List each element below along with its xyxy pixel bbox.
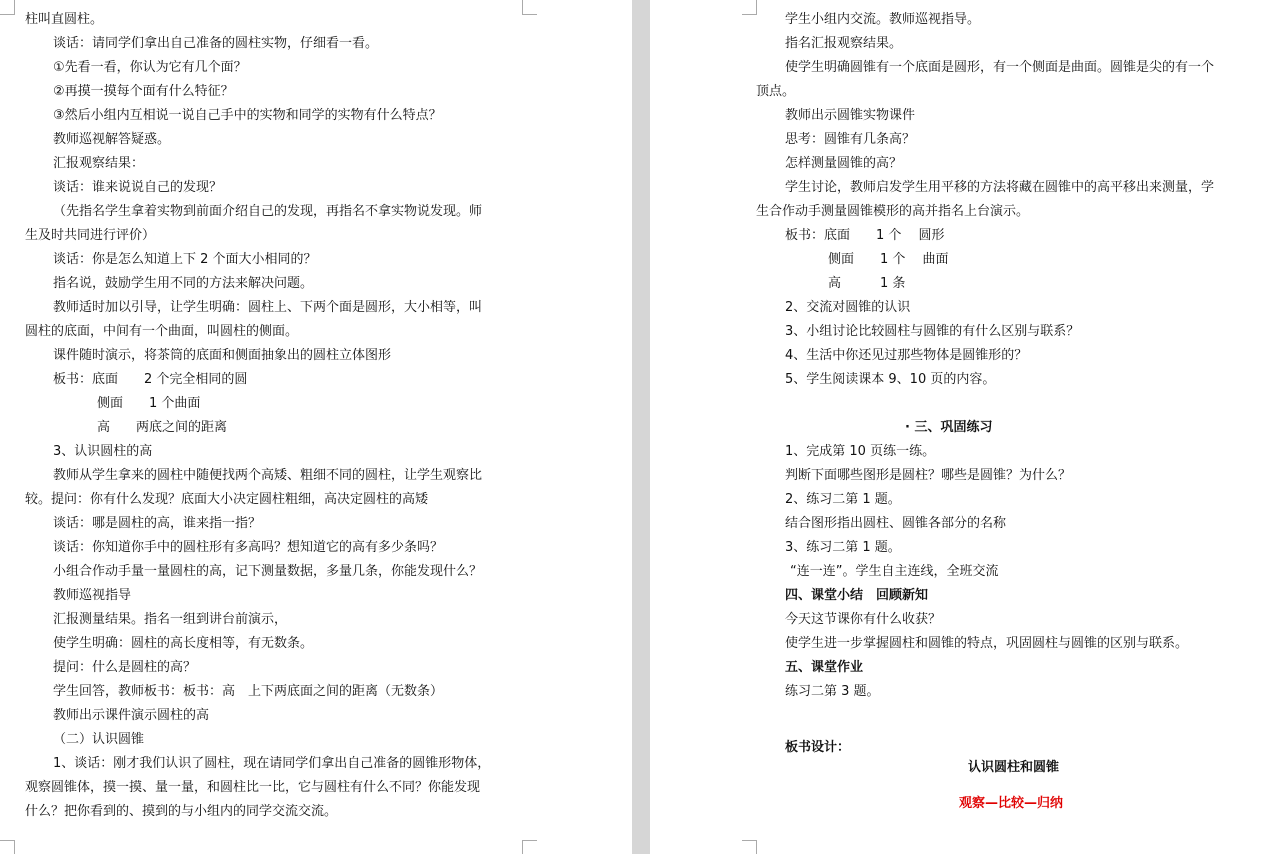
text-line: 指名汇报观察结果。 <box>785 36 903 51</box>
text-line: 思考：圆锥有几条高？ <box>785 132 916 147</box>
text-line: “连一连”。学生自主连线，全班交流 <box>790 564 999 579</box>
text-line: 判断下面哪些图形是圆柱？哪些是圆锥？为什么？ <box>785 468 1072 483</box>
text-line: 柱叫直圆柱。 <box>25 12 104 27</box>
blackboard-title: 认识圆柱和圆锥 <box>968 760 1060 775</box>
text-line: 教师适时加以引导，让学生明确：圆柱上、下两个面是圆形，大小相等，叫 <box>53 300 483 315</box>
text-line: 结合图形指出圆柱、圆锥各部分的名称 <box>785 516 1007 531</box>
text-line: 1、完成第 10 页练一练。 <box>785 444 936 459</box>
text-line: 什么？把你看到的、摸到的与小组内的同学交流交流。 <box>25 804 338 819</box>
text-line: 谈话：哪是圆柱的高，谁来指一指？ <box>53 516 262 531</box>
text-line: 怎样测量圆锥的高？ <box>785 156 903 171</box>
crop-mark <box>522 0 537 15</box>
text-line: 顶点。 <box>756 84 796 99</box>
section-heading: 五、课堂作业 <box>785 660 864 675</box>
text-line: ①先看一看，你认为它有几个面？ <box>53 60 247 75</box>
text-line: 2、练习二第 1 题。 <box>785 492 901 507</box>
blackboard-line: 板书：底面 1 个 圆形 <box>785 228 945 243</box>
text-line: 3、练习二第 1 题。 <box>785 540 901 555</box>
text-line: 谈话：你知道你手中的圆柱形有多高吗？想知道它的高有多少条吗？ <box>53 540 444 555</box>
text-line: 小组合作动手量一量圆柱的高，记下测量数据，多量几条，你能发现什么？ <box>53 564 483 579</box>
blackboard-line: 侧面 1 个 曲面 <box>828 252 949 267</box>
text-line: 观察圆锥体，摸一摸、量一量，和圆柱比一比，它与圆柱有什么不同？你能发现 <box>25 780 481 795</box>
text-line: 课件随时演示，将茶筒的底面和侧面抽象出的圆柱立体图形 <box>53 348 392 363</box>
text-line: 5、学生阅读课本 9、10 页的内容。 <box>785 372 996 387</box>
text-line: 练习二第 3 题。 <box>785 684 880 699</box>
text-line: 汇报观察结果： <box>53 156 145 171</box>
section-heading: 四、课堂小结 回顾新知 <box>785 588 929 603</box>
crop-mark <box>0 0 15 15</box>
crop-mark <box>742 840 757 854</box>
text-line: 教师从学生拿来的圆柱中随便找两个高矮、粗细不同的圆柱，让学生观察比 <box>53 468 483 483</box>
section-heading: （二）认识圆锥 <box>53 732 145 747</box>
text-line: 指名说，鼓励学生用不同的方法来解决问题。 <box>53 276 314 291</box>
text-line: （先指名学生拿着实物到前面介绍自己的发现，再指名不拿实物说发现。师 <box>53 204 483 219</box>
text-line: 较。提问：你有什么发现？底面大小决定圆柱粗细，高决定圆柱的高矮 <box>25 492 429 507</box>
text-line: 使学生明确：圆柱的高长度相等，有无数条。 <box>53 636 314 651</box>
section-heading: · 三、巩固练习 <box>905 420 993 435</box>
text-line: 教师出示课件演示圆柱的高 <box>53 708 210 723</box>
text-line: 谈话：请同学们拿出自己准备的圆柱实物，仔细看一看。 <box>53 36 379 51</box>
text-line: 圆柱的底面，中间有一个曲面，叫圆柱的侧面。 <box>25 324 299 339</box>
text-line: 教师巡视解答疑惑。 <box>53 132 171 147</box>
text-line: 使学生进一步掌握圆柱和圆锥的特点，巩固圆柱与圆锥的区别与联系。 <box>785 636 1189 651</box>
text-line: 4、生活中你还见过那些物体是圆锥形的？ <box>785 348 1028 363</box>
blackboard-summary: 观察—比较—归纳 <box>959 796 1064 811</box>
text-line: 学生回答，教师板书：板书：高 上下两底面之间的距离（无数条） <box>53 684 444 699</box>
text-line: 教师巡视指导 <box>53 588 132 603</box>
blackboard-line: 高 两底之间的距离 <box>97 420 228 435</box>
text-line: 谈话：你是怎么知道上下 2 个面大小相同的？ <box>53 252 317 267</box>
text-line: 2、交流对圆锥的认识 <box>785 300 911 315</box>
text-line: 3、小组讨论比较圆柱与圆锥的有什么区别与联系？ <box>785 324 1080 339</box>
text-line: 教师出示圆锥实物课件 <box>785 108 916 123</box>
text-line: 生合作动手测量圆锥模形的高并指名上台演示。 <box>756 204 1030 219</box>
text-line: 使学生明确圆锥有一个底面是圆形，有一个侧面是曲面。圆锥是尖的有一个 <box>785 60 1215 75</box>
text-line: 学生小组内交流。教师巡视指导。 <box>785 12 981 27</box>
text-line: 今天这节课你有什么收获？ <box>785 612 942 627</box>
text-line: 汇报测量结果。指名一组到讲台前演示， <box>53 612 288 627</box>
blackboard-line: 高 1 条 <box>828 276 906 291</box>
document-page-left <box>0 0 632 854</box>
section-heading: 板书设计： <box>785 740 851 755</box>
blackboard-line: 板书：底面 2 个完全相同的圆 <box>53 372 248 387</box>
text-line: 学生讨论，教师启发学生用平移的方法将藏在圆锥中的高平移出来测量，学 <box>785 180 1215 195</box>
crop-mark <box>522 840 537 854</box>
text-line: ②再摸一摸每个面有什么特征？ <box>53 84 234 99</box>
text-line: 3、认识圆柱的高 <box>53 444 153 459</box>
crop-mark <box>0 840 15 854</box>
blackboard-line: 侧面 1 个曲面 <box>97 396 201 411</box>
text-line: 1、谈话：刚才我们认识了圆柱，现在请同学们拿出自己准备的圆锥形物体， <box>53 756 491 771</box>
text-line: ③然后小组内互相说一说自己手中的实物和同学的实物有什么特点？ <box>53 108 442 123</box>
text-line: 提问：什么是圆柱的高？ <box>53 660 197 675</box>
crop-mark <box>742 0 757 15</box>
document-page-right <box>650 0 1280 854</box>
text-line: 生及时共同进行评价） <box>25 228 156 243</box>
text-line: 谈话：谁来说说自己的发现？ <box>53 180 223 195</box>
